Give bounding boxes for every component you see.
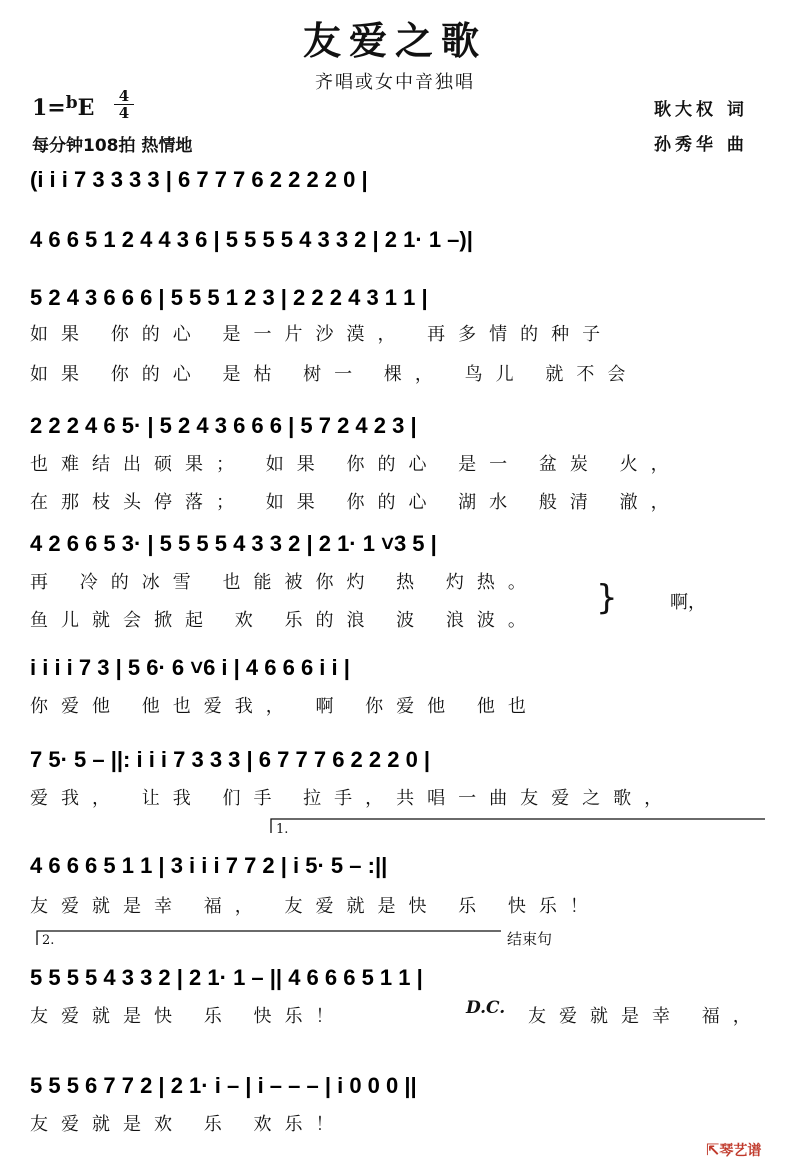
notes-text: 5 2 4 3 6 6 6 | 5 5 5 1 2 3 | 2 2 2 4 3 1 1 | (30, 285, 428, 310)
watermark (706, 1140, 761, 1160)
notation-row-8 (30, 846, 770, 880)
notation-row-7 (30, 740, 770, 774)
notation-row-5 (30, 524, 770, 558)
time-signature (114, 88, 134, 121)
notation-row-3 (30, 278, 770, 312)
lyric-line: 爱我， 让我 们手 拉手，共唱一曲友爱之歌， (30, 788, 676, 809)
notes-text: 5 5 5 6 7 7 2 | 2 1· i – | i – – – | i 0 0 0 || (30, 1073, 417, 1098)
notation-row-4 (30, 406, 770, 440)
key-signature (32, 93, 94, 121)
notation-row-9 (30, 958, 770, 992)
second-ending-bracket (36, 930, 506, 946)
notation-row-1 (30, 160, 770, 194)
time-signature-top: 4 (118, 87, 130, 105)
first-ending-bracket (270, 818, 770, 834)
watermark-text: 琴艺谱 (719, 1143, 762, 1159)
key-prefix: 1= (32, 95, 66, 121)
song-title: 友爱之歌 (302, 18, 487, 63)
notes-text: (i i i 7 3 3 3 3 | 6 7 7 7 6 2 2 2 2 0 | (30, 167, 368, 192)
lyric-line: 友爱就是快 乐 快乐！ (30, 1006, 347, 1027)
lyric-line-ending: 友爱就是幸 福， (528, 1006, 764, 1027)
verse-brace: } (596, 578, 618, 618)
notation-row-10 (30, 1066, 770, 1100)
song-subtitle: 齐唱或女中音独唱 (315, 72, 475, 93)
lyric-verse-1: 如果 你的心 是一片沙漠， 再多情的种子 (30, 324, 614, 345)
lyric-verse-2: 如果 你的心 是枯 树一 棵， 鸟儿 就不会 (30, 364, 639, 385)
notes-text: 2 2 2 4 6 5· | 5 2 4 3 6 6 6 | 5 7 2 4 2 3 | (30, 413, 417, 438)
first-ending-mark: 1. (276, 822, 289, 837)
composer-credit: 孙秀华 曲 (654, 135, 748, 155)
notes-text: 4 6 6 6 5 1 1 | 3 i i i 7 7 2 | i 5· 5 – :|| (30, 853, 388, 878)
flat-sign: b (65, 93, 78, 113)
notes-text: 4 2 6 6 5 3· | 5 5 5 5 4 3 3 2 | 2 1· 1 ˅3 5 | (30, 531, 437, 556)
lyric-verse-1: 也难结出硕果； 如果 你的心 是一 盆炭 火， (30, 454, 682, 475)
notation-row-2 (30, 220, 770, 254)
notation-row-6 (30, 648, 770, 682)
lyric-verse-2: 在那枝头停落； 如果 你的心 湖水 般清 澈， (30, 492, 682, 513)
lyric-line: 你爱他 他也爱我， 啊 你爱他 他也 (30, 696, 539, 717)
notes-text: i i i i 7 3 | 5 6· 6 ˅6 i | 4 6 6 6 i i | (30, 655, 350, 680)
interjection-lyric: 啊， (670, 592, 706, 613)
lyric-verse-2: 鱼儿就会掀起 欢 乐的浪 波 浪波。 (30, 610, 539, 631)
notes-text: 5 5 5 5 4 3 3 2 | 2 1· 1 – || 4 6 6 6 5 1 1 | (30, 965, 423, 990)
da-capo-mark: D.C. (466, 998, 506, 1018)
tempo-marking: 每分钟108拍 热情地 (32, 136, 193, 156)
notes-text: 7 5· 5 – ||: i i i 7 3 3 3 | 6 7 7 7 6 2 2 2 0 | (30, 747, 431, 772)
watermark-logo-icon: ⇱ (706, 1140, 720, 1159)
lyric-verse-1: 再 冷的冰雪 也能被你灼 热 灼热。 (30, 572, 539, 593)
lyric-line: 友爱就是欢 乐 欢乐！ (30, 1114, 347, 1135)
key-note: E (77, 95, 95, 121)
second-ending-mark: 2. (42, 933, 55, 948)
lyric-line: 友爱就是幸 福， 友爱就是快 乐 快乐！ (30, 896, 601, 917)
lyricist-credit: 耿大权 词 (654, 100, 748, 120)
time-signature-bottom: 4 (114, 104, 134, 121)
ending-section-label: 结束句 (507, 930, 553, 948)
notes-text: 4 6 6 5 1 2 4 4 3 6 | 5 5 5 5 4 3 3 2 | 2 1· 1 –)| (30, 227, 473, 252)
